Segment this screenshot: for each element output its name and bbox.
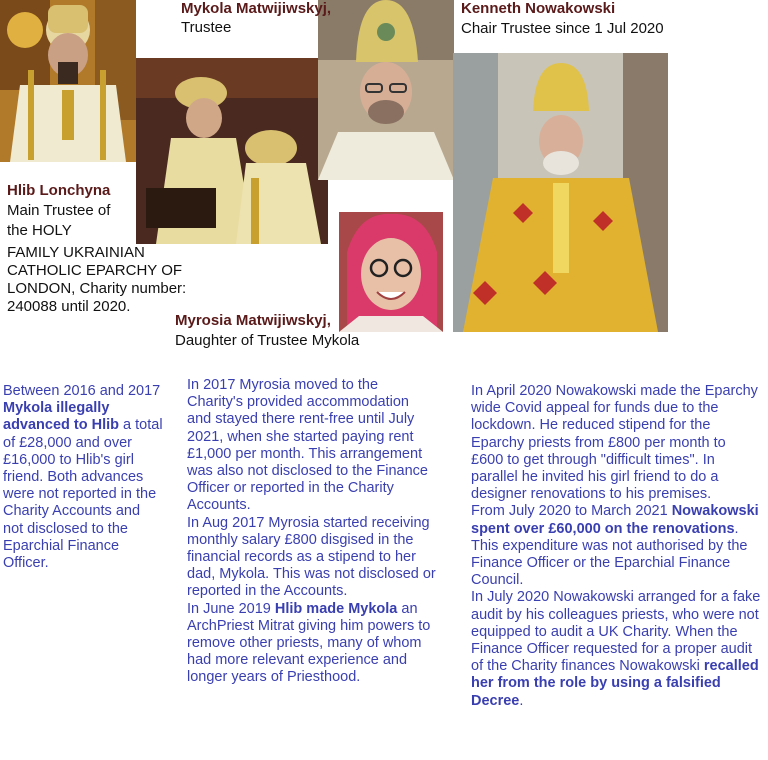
col2-paragraph-2: In Aug 2017 Myrosia started receiving monthly salary £800 disgised in the financial records as a stipend to her dad, Mykola. This was not disclosed or reported in the Accounts.	[187, 514, 436, 600]
column-middle	[187, 377, 437, 687]
photo-kenneth	[453, 53, 668, 332]
myrosia-name: Myrosia Matwijiwskyj,	[175, 312, 331, 329]
col3-highlight-2: recalled her from the role by using a falsified Decree	[471, 658, 759, 709]
hlib-role-line2: the HOLY	[7, 222, 72, 239]
col2-highlight: Hlib made Mykola	[274, 600, 398, 617]
photo-hlib-icon	[0, 0, 136, 162]
col3-paragraph-3: In July 2020 Nowakowski arranged for a fake audit by his colleagues priests, who were not equipped to audit a UK Charity. When the Finance Officer requested for a proper audit of the Charity finances Nowakowski recalled her from the role by using a falsified Decree.	[471, 589, 761, 709]
kenneth-role: Chair Trustee since 1 Jul 2020	[461, 20, 664, 37]
photo-ordination	[136, 58, 328, 244]
col1-text-1: Between 2016 and 2017	[3, 383, 161, 399]
column-left	[3, 383, 163, 572]
hlib-name: Hlib Lonchyna	[7, 182, 111, 199]
kenneth-name: Kenneth Nowakowski	[461, 0, 616, 17]
mykola-role: Trustee	[181, 19, 232, 36]
col3-paragraph-1: In April 2020 Nowakowski made the Eparchy wide Covid appeal for funds due to the lockdown. He reduced stipend for the Eparchy priests from £800 per month to £600 to get through "difficult times". In parallel he invited his girl friend to do a designer renovations to his premises.	[471, 383, 758, 503]
col2-paragraph-1: In 2017 Myrosia moved to the Charity's provided accommodation and stayed there rent-free until July 2021, when she started paying rent £1,000 per month. This arrangement was also not disclosed to the Finance Officer or reported in the Charity Accounts.	[187, 377, 428, 514]
mykola-name: Mykola Matwijiwskyj,	[181, 0, 332, 17]
myrosia-role: Daughter of Trustee Mykola	[175, 332, 360, 349]
col3-highlight-1: Nowakowski spent over £60,000 on the renovations	[471, 503, 759, 537]
col1-highlight: Mykola illegally advanced to Hlib	[3, 400, 120, 434]
hlib-role-line3: FAMILY UKRAINIAN CATHOLIC EPARCHY OF LONDON, Charity number: 240088 until 2020.	[7, 244, 187, 315]
photo-mykola	[318, 0, 454, 180]
col3-paragraph-2: From July 2020 to March 2021 Nowakowski spent over £60,000 on the renovations. This expenditure was not authorised by the Finance Officer or the Eparchial Finance Council.	[471, 503, 759, 589]
column-right	[471, 383, 761, 710]
col2-paragraph-3: In June 2019 Hlib made Mykola an ArchPriest Mitrat giving him powers to remove other priests, many of whom had more relevant experience and longer years of Priesthood.	[187, 600, 431, 686]
photo-myrosia	[339, 212, 443, 332]
col1-text-2: a total of £28,000 and over £16,000 to Hlib's girl friend. Both advances were not reported in the Charity Accounts and not disclosed to the Eparchial Finance Officer.	[3, 417, 163, 572]
hlib-role-line1: Main Trustee of	[7, 202, 111, 219]
